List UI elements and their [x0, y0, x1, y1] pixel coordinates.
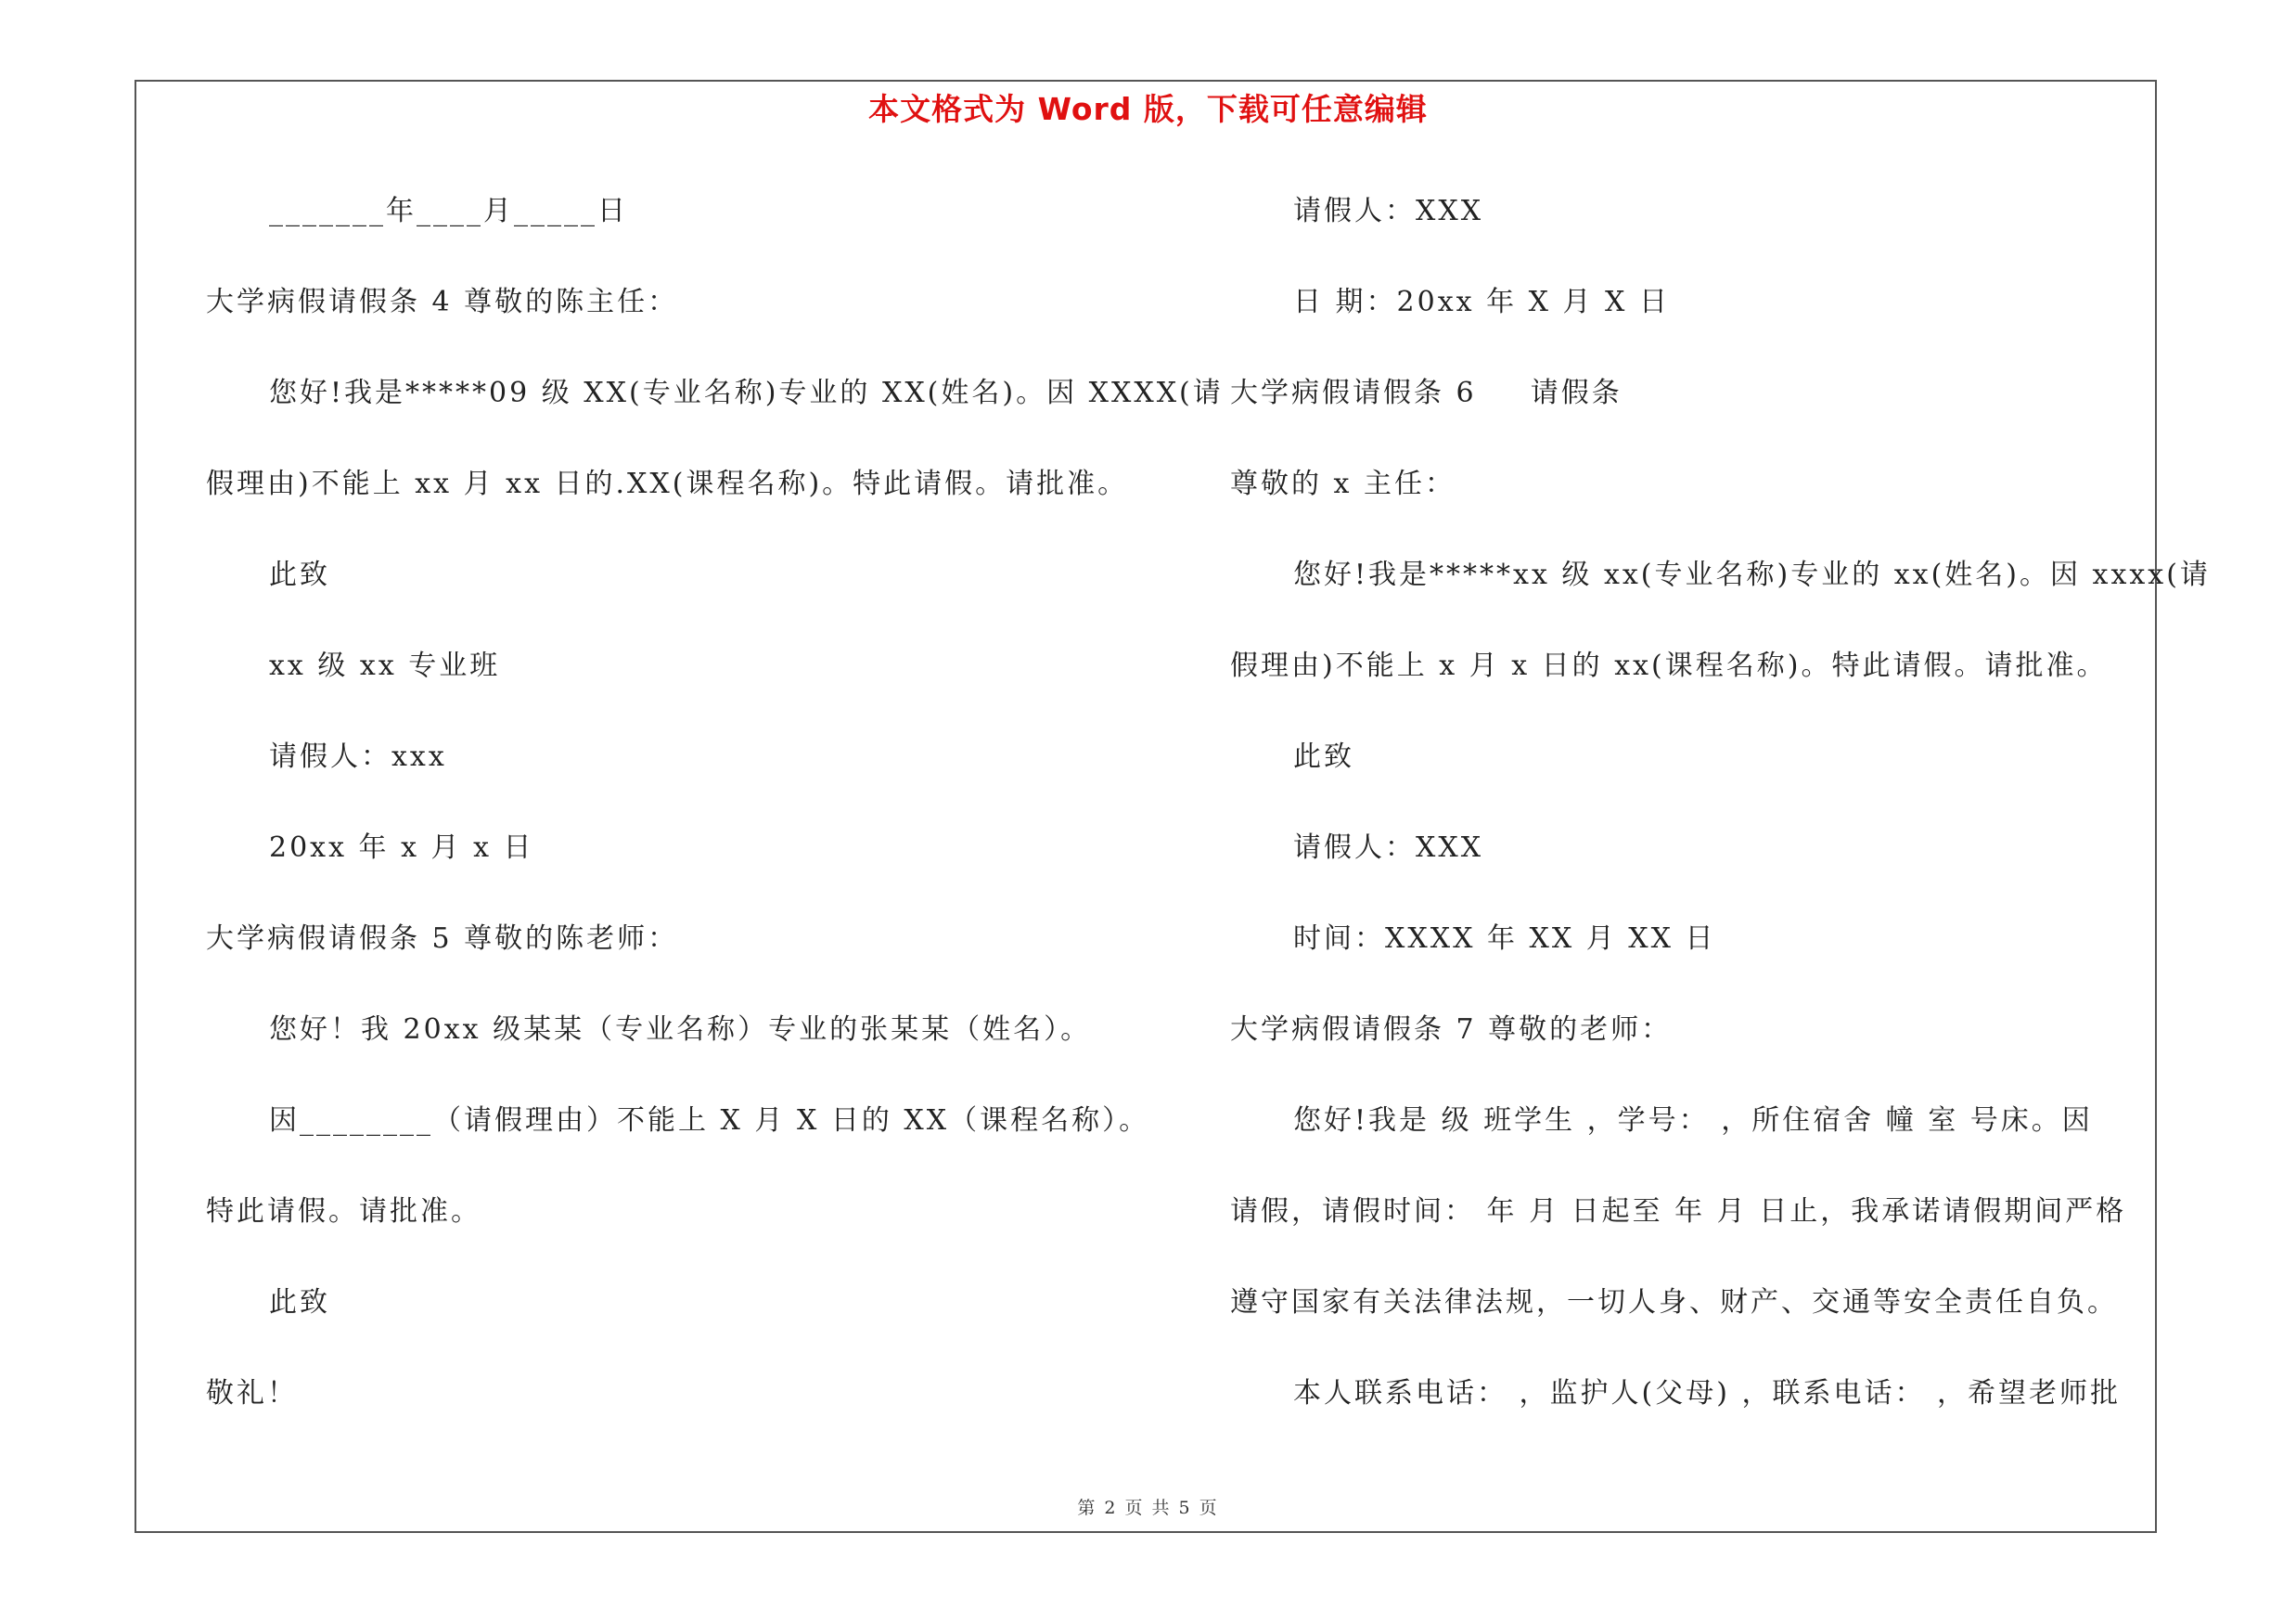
- left-line: 因________（请假理由）不能上 X 月 X 日的 XX（课程名称）。: [269, 1104, 1150, 1137]
- right-line: 您好!我是*****xx 级 xx(专业名称)专业的 xx(姓名)。因 xxxx(请: [1293, 559, 2211, 591]
- left-line: 假理由)不能上 xx 月 xx 日的.XX(课程名称)。特此请假。请批准。: [206, 468, 1129, 500]
- left-line: 大学病假请假条 4 尊敬的陈主任：: [206, 286, 679, 318]
- left-line: _______年____月_____日: [269, 195, 628, 227]
- left-line: 大学病假请假条 5 尊敬的陈老师：: [206, 922, 679, 955]
- left-line: 此致: [269, 1286, 330, 1319]
- right-line: 假理由)不能上 x 月 x 日的 xx(课程名称)。特此请假。请批准。: [1230, 650, 2108, 682]
- left-line: 20xx 年 x 月 x 日: [269, 831, 534, 864]
- format-banner: 本文格式为 Word 版，下载可任意编辑: [868, 91, 1428, 127]
- left-line: 请假人：xxx: [269, 741, 447, 773]
- right-line: 尊敬的 x 主任：: [1230, 468, 1456, 500]
- right-line: 请假，请假时间： 年 月 日起至 年 月 日止，我承诺请假期间严格: [1230, 1195, 2127, 1228]
- page-footer: 第 2 页 共 5 页: [1077, 1498, 1219, 1518]
- right-line: 此致: [1293, 741, 1354, 773]
- left-line: 此致: [269, 559, 330, 591]
- right-line: 请假人：XXX: [1293, 195, 1484, 227]
- left-line: 敬礼！: [206, 1377, 298, 1410]
- left-line: 特此请假。请批准。: [206, 1195, 481, 1228]
- right-line: 时间：XXXX 年 XX 月 XX 日: [1293, 922, 1716, 955]
- right-line: 请假人：XXX: [1293, 831, 1484, 864]
- left-line: xx 级 xx 专业班: [269, 650, 501, 682]
- right-line: 本人联系电话： ，监护人(父母) ，联系电话： ，希望老师批: [1293, 1377, 2122, 1410]
- right-column: [1230, 186, 2211, 1459]
- right-line: 遵守国家有关法律法规，一切人身、财产、交通等安全责任自负。: [1230, 1286, 2118, 1319]
- left-column: [206, 186, 1224, 1459]
- left-line: 您好！我 20xx 级某某（专业名称）专业的张某某（姓名）。: [269, 1013, 1092, 1046]
- left-line: 您好!我是*****09 级 XX(专业名称)专业的 XX(姓名)。因 XXXX(请: [269, 377, 1224, 409]
- right-line: 大学病假请假条 6 请假条: [1230, 377, 1623, 409]
- right-line: 您好!我是 级 班学生 ，学号： ，所住宿舍 幢 室 号床。因: [1293, 1104, 2093, 1137]
- right-line: 日 期：20xx 年 X 月 X 日: [1293, 286, 1670, 318]
- right-line: 大学病假请假条 7 尊敬的老师：: [1230, 1013, 1673, 1046]
